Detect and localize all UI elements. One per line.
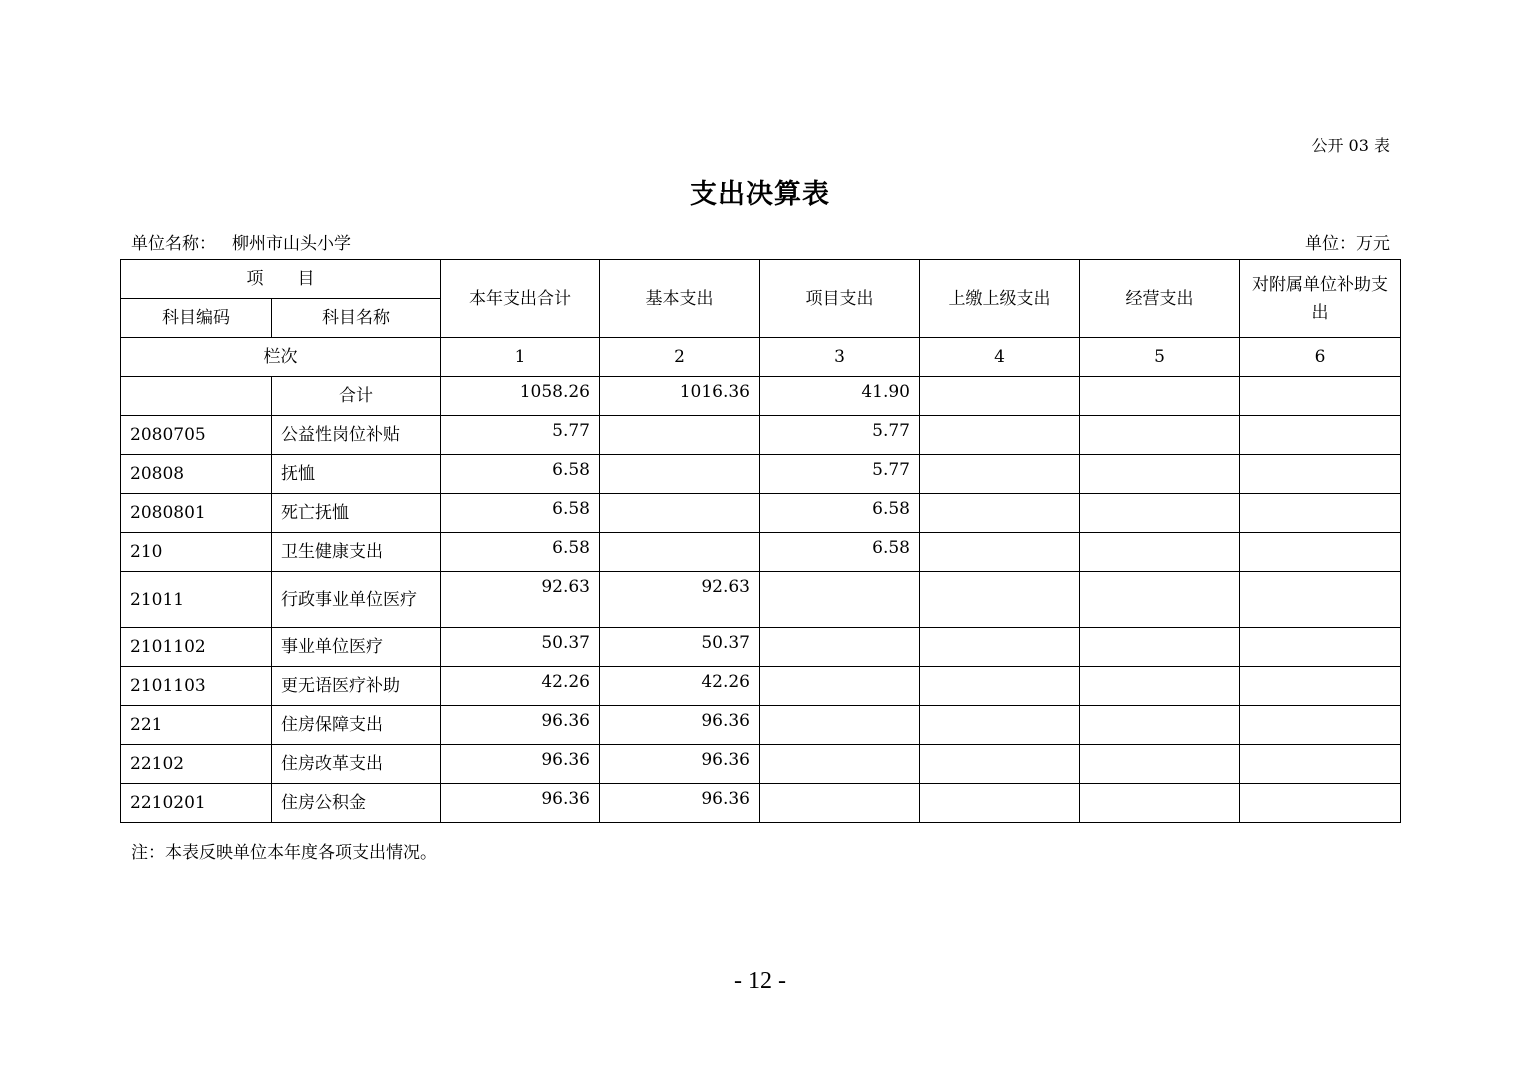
amount-cell bbox=[1240, 494, 1401, 533]
total-row bbox=[121, 377, 1401, 416]
index-cell: 1 bbox=[441, 338, 600, 377]
subject-name: 住房公积金 bbox=[272, 784, 441, 823]
amount-cell bbox=[760, 745, 920, 784]
amount-cell bbox=[1080, 455, 1240, 494]
amount-cell bbox=[760, 706, 920, 745]
amount-cell bbox=[920, 572, 1080, 628]
amount-cell: 50.37 bbox=[600, 628, 760, 667]
header-total: 本年支出合计 bbox=[441, 260, 600, 338]
subject-name: 公益性岗位补贴 bbox=[272, 416, 441, 455]
amount-cell bbox=[920, 784, 1080, 823]
amount-cell: 96.36 bbox=[441, 784, 600, 823]
unit-line bbox=[131, 229, 351, 254]
amount-cell bbox=[760, 667, 920, 706]
amount-cell bbox=[1080, 533, 1240, 572]
amount-cell: 50.37 bbox=[441, 628, 600, 667]
amount-cell bbox=[920, 494, 1080, 533]
table-row bbox=[121, 572, 1401, 628]
amount-cell bbox=[1240, 745, 1401, 784]
amount-cell bbox=[1240, 572, 1401, 628]
table-row bbox=[121, 667, 1401, 706]
header-subject-name: 科目名称 bbox=[272, 299, 441, 338]
index-row bbox=[121, 338, 1401, 377]
amount-cell bbox=[1240, 784, 1401, 823]
header-item: 项 目 bbox=[121, 260, 441, 299]
header-project: 项目支出 bbox=[760, 260, 920, 338]
index-cell: 3 bbox=[760, 338, 920, 377]
form-code: 公开 03 表 bbox=[1311, 136, 1390, 155]
subject-code: 20808 bbox=[121, 455, 272, 494]
amount-cell bbox=[1240, 667, 1401, 706]
amount-cell bbox=[1080, 572, 1240, 628]
amount-cell bbox=[1080, 745, 1240, 784]
table-note: 注：本表反映单位本年度各项支出情况。 bbox=[131, 843, 437, 863]
amount-cell bbox=[1240, 455, 1401, 494]
subject-code: 2101103 bbox=[121, 667, 272, 706]
currency-unit: 单位：万元 bbox=[1305, 234, 1390, 254]
header-operating: 经营支出 bbox=[1080, 260, 1240, 338]
amount-cell bbox=[920, 533, 1080, 572]
amount-cell bbox=[1080, 706, 1240, 745]
header-row bbox=[121, 260, 1401, 299]
total-code-cell bbox=[121, 377, 272, 416]
total-value bbox=[920, 377, 1080, 416]
amount-cell: 6.58 bbox=[441, 455, 600, 494]
index-cell: 6 bbox=[1240, 338, 1401, 377]
amount-cell: 96.36 bbox=[600, 706, 760, 745]
amount-cell: 6.58 bbox=[760, 533, 920, 572]
index-label: 栏次 bbox=[121, 338, 441, 377]
table-row bbox=[121, 745, 1401, 784]
amount-cell: 42.26 bbox=[441, 667, 600, 706]
page-title: 支出决算表 bbox=[690, 179, 830, 210]
subject-code: 22102 bbox=[121, 745, 272, 784]
total-value bbox=[1080, 377, 1240, 416]
amount-cell bbox=[1080, 494, 1240, 533]
total-value: 1058.26 bbox=[441, 377, 600, 416]
subject-name: 抚恤 bbox=[272, 455, 441, 494]
amount-cell bbox=[600, 494, 760, 533]
unit-name: 柳州市山头小学 bbox=[232, 234, 351, 254]
amount-cell bbox=[600, 416, 760, 455]
table-row bbox=[121, 628, 1401, 667]
amount-cell: 96.36 bbox=[600, 784, 760, 823]
table-row bbox=[121, 784, 1401, 823]
amount-cell bbox=[920, 628, 1080, 667]
amount-cell: 96.36 bbox=[441, 706, 600, 745]
header-subject-code: 科目编码 bbox=[121, 299, 272, 338]
total-label: 合计 bbox=[272, 377, 441, 416]
amount-cell bbox=[920, 667, 1080, 706]
index-cell: 4 bbox=[920, 338, 1080, 377]
subject-name: 行政事业单位医疗 bbox=[272, 572, 441, 628]
amount-cell bbox=[1080, 628, 1240, 667]
table-row bbox=[121, 533, 1401, 572]
subject-code: 2080801 bbox=[121, 494, 272, 533]
amount-cell bbox=[920, 416, 1080, 455]
amount-cell bbox=[760, 572, 920, 628]
amount-cell bbox=[1080, 667, 1240, 706]
amount-cell: 6.58 bbox=[441, 533, 600, 572]
header-subsidy: 对附属单位补助支出 bbox=[1240, 260, 1401, 338]
page-number: - 12 - bbox=[734, 968, 786, 994]
subject-name: 卫生健康支出 bbox=[272, 533, 441, 572]
table-row bbox=[121, 494, 1401, 533]
amount-cell bbox=[600, 533, 760, 572]
amount-cell bbox=[1080, 784, 1240, 823]
index-cell: 5 bbox=[1080, 338, 1240, 377]
subject-name: 住房保障支出 bbox=[272, 706, 441, 745]
amount-cell: 92.63 bbox=[441, 572, 600, 628]
amount-cell: 92.63 bbox=[600, 572, 760, 628]
amount-cell: 5.77 bbox=[760, 455, 920, 494]
subject-name: 事业单位医疗 bbox=[272, 628, 441, 667]
amount-cell: 42.26 bbox=[600, 667, 760, 706]
amount-cell: 5.77 bbox=[441, 416, 600, 455]
table-row bbox=[121, 416, 1401, 455]
amount-cell bbox=[920, 745, 1080, 784]
expenditure-table bbox=[120, 259, 1401, 823]
amount-cell: 6.58 bbox=[760, 494, 920, 533]
amount-cell: 96.36 bbox=[441, 745, 600, 784]
amount-cell bbox=[1240, 416, 1401, 455]
amount-cell bbox=[1240, 628, 1401, 667]
subject-code: 221 bbox=[121, 706, 272, 745]
subject-name: 住房改革支出 bbox=[272, 745, 441, 784]
amount-cell bbox=[1080, 416, 1240, 455]
index-cell: 2 bbox=[600, 338, 760, 377]
table-row bbox=[121, 706, 1401, 745]
header-basic: 基本支出 bbox=[600, 260, 760, 338]
amount-cell bbox=[1240, 706, 1401, 745]
amount-cell: 5.77 bbox=[760, 416, 920, 455]
amount-cell bbox=[600, 455, 760, 494]
amount-cell bbox=[920, 455, 1080, 494]
subject-code: 2080705 bbox=[121, 416, 272, 455]
subject-code: 21011 bbox=[121, 572, 272, 628]
subject-name: 死亡抚恤 bbox=[272, 494, 441, 533]
subject-code: 2101102 bbox=[121, 628, 272, 667]
total-value: 41.90 bbox=[760, 377, 920, 416]
table-row bbox=[121, 455, 1401, 494]
amount-cell bbox=[920, 706, 1080, 745]
amount-cell: 6.58 bbox=[441, 494, 600, 533]
subject-code: 2210201 bbox=[121, 784, 272, 823]
subject-code: 210 bbox=[121, 533, 272, 572]
amount-cell: 96.36 bbox=[600, 745, 760, 784]
subject-name: 更无语医疗补助 bbox=[272, 667, 441, 706]
amount-cell bbox=[760, 784, 920, 823]
unit-label: 单位名称： bbox=[131, 234, 216, 254]
total-value bbox=[1240, 377, 1401, 416]
amount-cell bbox=[1240, 533, 1401, 572]
total-value: 1016.36 bbox=[600, 377, 760, 416]
header-remit-superior: 上缴上级支出 bbox=[920, 260, 1080, 338]
amount-cell bbox=[760, 628, 920, 667]
